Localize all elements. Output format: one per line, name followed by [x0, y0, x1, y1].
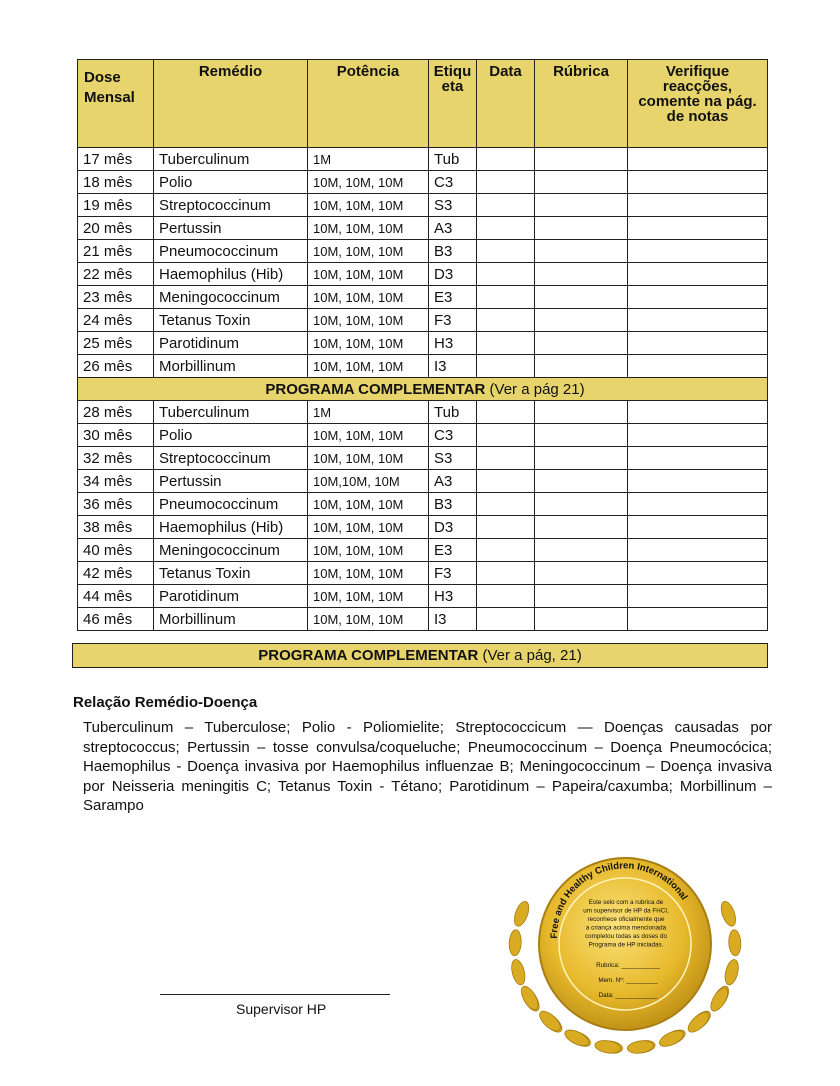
- cell-rubrica: [535, 539, 628, 562]
- cell-remedio: Haemophilus (Hib): [154, 516, 308, 539]
- cell-remedio: Meningococcinum: [154, 286, 308, 309]
- cell-etiqueta: D3: [429, 516, 477, 539]
- cell-data: [477, 355, 535, 378]
- cell-rubrica: [535, 585, 628, 608]
- table-row: [78, 240, 768, 263]
- header-potencia: Potência: [308, 60, 429, 148]
- cell-remedio: Meningococcinum: [154, 539, 308, 562]
- table-row: [78, 263, 768, 286]
- cell-potencia: 10M, 10M, 10M: [308, 171, 429, 194]
- cell-potencia: 10M, 10M, 10M: [308, 493, 429, 516]
- cell-etiqueta: S3: [429, 194, 477, 217]
- cell-remedio: Morbillinum: [154, 355, 308, 378]
- seal-field: Mem. Nº: _________: [598, 977, 658, 984]
- cell-dose: 32 mês: [78, 447, 154, 470]
- cell-dose: 20 mês: [78, 217, 154, 240]
- seal-ring-text: Free and Healthy Children International: [548, 860, 690, 939]
- cell-data: [477, 562, 535, 585]
- table-row: [78, 585, 768, 608]
- cell-rubrica: [535, 148, 628, 171]
- cell-etiqueta: B3: [429, 493, 477, 516]
- table-row: [78, 539, 768, 562]
- cell-verifique: [628, 470, 768, 493]
- cell-etiqueta: H3: [429, 332, 477, 355]
- cell-verifique: [628, 309, 768, 332]
- cell-potencia: 10M, 10M, 10M: [308, 539, 429, 562]
- cell-etiqueta: E3: [429, 286, 477, 309]
- cell-etiqueta: S3: [429, 447, 477, 470]
- cell-dose: 26 mês: [78, 355, 154, 378]
- cell-verifique: [628, 332, 768, 355]
- cell-dose: 19 mês: [78, 194, 154, 217]
- seal-field: Data: ____________: [598, 992, 658, 999]
- cell-data: [477, 240, 535, 263]
- cell-dose: 42 mês: [78, 562, 154, 585]
- cell-data: [477, 424, 535, 447]
- cell-verifique: [628, 194, 768, 217]
- table-row: [78, 217, 768, 240]
- cell-rubrica: [535, 608, 628, 631]
- programa-complementar-footer: [72, 643, 768, 668]
- programa-complementar-row: [78, 378, 768, 401]
- cell-data: [477, 194, 535, 217]
- table-row: [78, 516, 768, 539]
- cell-verifique: [628, 493, 768, 516]
- cell-etiqueta: Tub: [429, 148, 477, 171]
- cell-data: [477, 171, 535, 194]
- header-rubrica: Rúbrica: [535, 60, 628, 148]
- signature-line: [160, 994, 390, 995]
- cell-dose: 25 mês: [78, 332, 154, 355]
- cell-potencia: 10M, 10M, 10M: [308, 240, 429, 263]
- table-row: [78, 401, 768, 424]
- cell-rubrica: [535, 194, 628, 217]
- table-row: [78, 309, 768, 332]
- cell-etiqueta: E3: [429, 539, 477, 562]
- table-row: [78, 171, 768, 194]
- cell-rubrica: [535, 263, 628, 286]
- gold-seal-icon: [498, 836, 750, 1062]
- cell-potencia: 10M, 10M, 10M: [308, 562, 429, 585]
- cell-dose: 17 mês: [78, 148, 154, 171]
- cell-data: [477, 470, 535, 493]
- cell-rubrica: [535, 286, 628, 309]
- header-etiqueta: Etiqu eta: [429, 60, 477, 148]
- seal-body-line: Programa de HP iniciadas.: [588, 941, 664, 949]
- footer-bold: PROGRAMA COMPLEMENTAR: [258, 647, 479, 664]
- seal-body-line: um supervisor de HP da FHCI,: [583, 907, 669, 915]
- cell-remedio: Tuberculinum: [154, 148, 308, 171]
- cell-etiqueta: H3: [429, 585, 477, 608]
- table-row: [78, 332, 768, 355]
- cell-data: [477, 516, 535, 539]
- cell-verifique: [628, 217, 768, 240]
- cell-remedio: Streptococcinum: [154, 194, 308, 217]
- cell-rubrica: [535, 401, 628, 424]
- cell-dose: 21 mês: [78, 240, 154, 263]
- cell-etiqueta: A3: [429, 217, 477, 240]
- cell-data: [477, 309, 535, 332]
- cell-rubrica: [535, 470, 628, 493]
- cell-etiqueta: D3: [429, 263, 477, 286]
- cell-dose: 44 mês: [78, 585, 154, 608]
- cell-verifique: [628, 148, 768, 171]
- cell-dose: 40 mês: [78, 539, 154, 562]
- header-dose: Dose Mensal: [78, 60, 154, 148]
- header-verifique: Verifique reacções, comente na pág. de notas: [628, 60, 768, 148]
- cell-potencia: 10M,10M, 10M: [308, 470, 429, 493]
- cell-dose: 23 mês: [78, 286, 154, 309]
- cell-verifique: [628, 171, 768, 194]
- cell-etiqueta: Tub: [429, 401, 477, 424]
- table-header-row: [78, 60, 768, 148]
- cell-verifique: [628, 562, 768, 585]
- header-remedio: Remédio: [154, 60, 308, 148]
- cell-remedio: Pneumococcinum: [154, 240, 308, 263]
- cell-rubrica: [535, 355, 628, 378]
- cell-rubrica: [535, 309, 628, 332]
- cell-potencia: 10M, 10M, 10M: [308, 608, 429, 631]
- cell-data: [477, 148, 535, 171]
- cell-data: [477, 447, 535, 470]
- cell-verifique: [628, 539, 768, 562]
- cell-etiqueta: B3: [429, 240, 477, 263]
- cell-verifique: [628, 286, 768, 309]
- relacao-title: Relação Remédio-Doença: [73, 694, 258, 711]
- table-row: [78, 424, 768, 447]
- cell-data: [477, 286, 535, 309]
- cell-dose: 46 mês: [78, 608, 154, 631]
- cell-remedio: Tetanus Toxin: [154, 562, 308, 585]
- dose-schedule-table: [77, 59, 768, 631]
- cell-etiqueta: I3: [429, 355, 477, 378]
- cell-verifique: [628, 608, 768, 631]
- cell-remedio: Parotidinum: [154, 332, 308, 355]
- cell-rubrica: [535, 332, 628, 355]
- cell-potencia: 10M, 10M, 10M: [308, 355, 429, 378]
- cell-rubrica: [535, 493, 628, 516]
- cell-dose: 34 mês: [78, 470, 154, 493]
- cell-etiqueta: F3: [429, 562, 477, 585]
- cell-potencia: 1M: [308, 401, 429, 424]
- cell-rubrica: [535, 240, 628, 263]
- cell-rubrica: [535, 171, 628, 194]
- cell-etiqueta: C3: [429, 424, 477, 447]
- cell-potencia: 10M, 10M, 10M: [308, 263, 429, 286]
- section-bold: PROGRAMA COMPLEMENTAR: [265, 380, 486, 398]
- cell-potencia: 10M, 10M, 10M: [308, 194, 429, 217]
- cell-verifique: [628, 355, 768, 378]
- cell-dose: 24 mês: [78, 309, 154, 332]
- cell-dose: 22 mês: [78, 263, 154, 286]
- cell-rubrica: [535, 424, 628, 447]
- cell-dose: 36 mês: [78, 493, 154, 516]
- cell-dose: 28 mês: [78, 401, 154, 424]
- table-row: [78, 148, 768, 171]
- cell-verifique: [628, 263, 768, 286]
- cell-potencia: 10M, 10M, 10M: [308, 286, 429, 309]
- cell-potencia: 10M, 10M, 10M: [308, 424, 429, 447]
- cell-data: [477, 585, 535, 608]
- section-cell: [78, 378, 768, 401]
- table-row: [78, 447, 768, 470]
- cell-potencia: 1M: [308, 148, 429, 171]
- cell-dose: 30 mês: [78, 424, 154, 447]
- cell-data: [477, 332, 535, 355]
- cell-potencia: 10M, 10M, 10M: [308, 585, 429, 608]
- cell-potencia: 10M, 10M, 10M: [308, 332, 429, 355]
- cell-verifique: [628, 585, 768, 608]
- seal-body-line: Este selo com a rubrica de: [588, 899, 664, 906]
- cell-verifique: [628, 401, 768, 424]
- cell-rubrica: [535, 447, 628, 470]
- seal-body-line: reconhece oficialmente que: [587, 916, 665, 923]
- cell-potencia: 10M, 10M, 10M: [308, 217, 429, 240]
- footer-rest: (Ver a pág, 21): [478, 647, 582, 664]
- table-row: [78, 493, 768, 516]
- seal-body-line: completou todas as doses do: [585, 933, 667, 940]
- cell-etiqueta: C3: [429, 171, 477, 194]
- relacao-text: Tuberculinum – Tuberculose; Polio - Poliomielite; Streptococcicum — Doenças causadas por streptococcus; Pertussin – tosse convulsa/coqueluche; Pneumococcinum – Doença Pneumocócica; Haemophilus - Doença invasiva por Haemophilus influenzae B; Meningococcinum – Doença invasiva por Neisseria meningitis C; Tetanus Toxin - Tétano; Parotidinum – Papeira/caxumba; Morbillinum – Sarampo: [83, 719, 772, 814]
- cell-remedio: Streptococcinum: [154, 447, 308, 470]
- cell-remedio: Haemophilus (Hib): [154, 263, 308, 286]
- cell-remedio: Tuberculinum: [154, 401, 308, 424]
- cell-remedio: Polio: [154, 424, 308, 447]
- section-rest: (Ver a pág 21): [485, 380, 585, 398]
- cell-rubrica: [535, 217, 628, 240]
- table-row: [78, 562, 768, 585]
- cell-potencia: 10M, 10M, 10M: [308, 447, 429, 470]
- table-row: [78, 355, 768, 378]
- cell-data: [477, 539, 535, 562]
- cell-remedio: Morbillinum: [154, 608, 308, 631]
- cell-etiqueta: A3: [429, 470, 477, 493]
- cell-etiqueta: I3: [429, 608, 477, 631]
- cell-dose: 38 mês: [78, 516, 154, 539]
- cell-verifique: [628, 424, 768, 447]
- table-row: [78, 286, 768, 309]
- cell-verifique: [628, 240, 768, 263]
- table-row: [78, 194, 768, 217]
- cell-potencia: 10M, 10M, 10M: [308, 309, 429, 332]
- cell-data: [477, 263, 535, 286]
- cell-remedio: Parotidinum: [154, 585, 308, 608]
- table-row: [78, 470, 768, 493]
- cell-remedio: Tetanus Toxin: [154, 309, 308, 332]
- cell-remedio: Polio: [154, 171, 308, 194]
- cell-rubrica: [535, 562, 628, 585]
- cell-data: [477, 217, 535, 240]
- cell-data: [477, 608, 535, 631]
- cell-data: [477, 401, 535, 424]
- cell-remedio: Pertussin: [154, 217, 308, 240]
- cell-remedio: Pertussin: [154, 470, 308, 493]
- table-row: [78, 608, 768, 631]
- cell-dose: 18 mês: [78, 171, 154, 194]
- cell-data: [477, 493, 535, 516]
- header-data: Data: [477, 60, 535, 148]
- seal-body-line: a criança acima mencionada: [585, 924, 667, 932]
- cell-etiqueta: F3: [429, 309, 477, 332]
- signature-label: Supervisor HP: [236, 1001, 327, 1017]
- cell-verifique: [628, 516, 768, 539]
- cell-remedio: Pneumococcinum: [154, 493, 308, 516]
- cell-rubrica: [535, 516, 628, 539]
- seal-field: Rubrica: ___________: [596, 962, 660, 969]
- cell-verifique: [628, 447, 768, 470]
- cell-potencia: 10M, 10M, 10M: [308, 516, 429, 539]
